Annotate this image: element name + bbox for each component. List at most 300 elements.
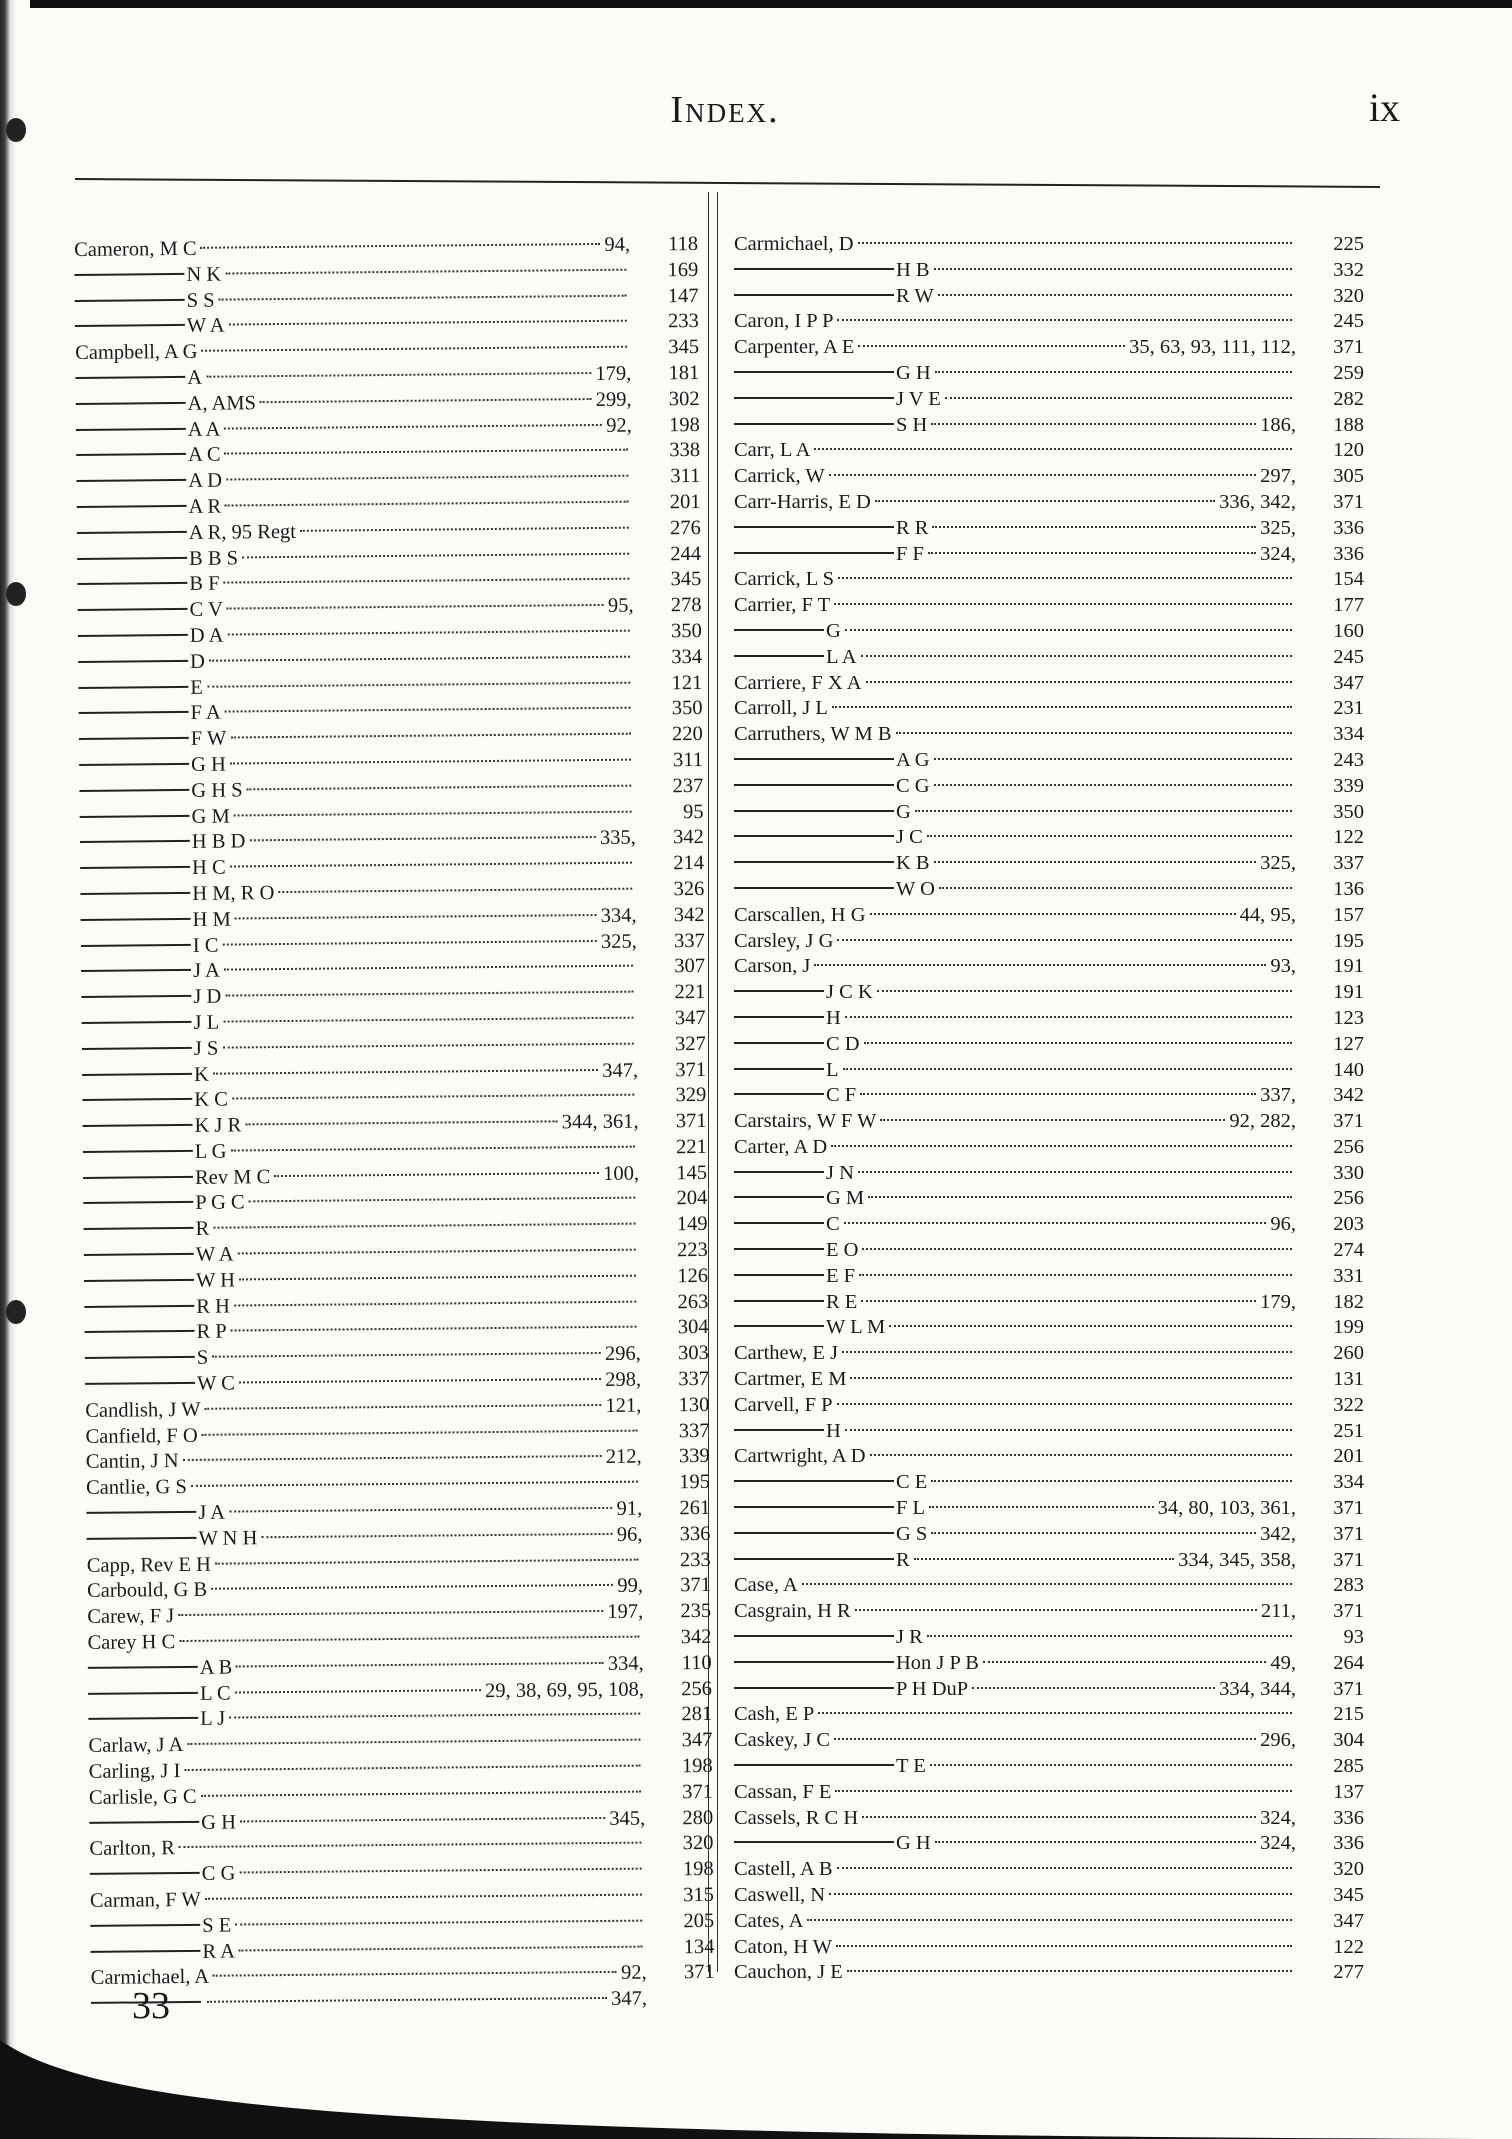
index-entry [734,929,1364,955]
dot-leader [850,1377,1292,1379]
dot-leader [226,475,628,481]
dot-leader [225,449,629,455]
entry-name: F F [896,542,924,565]
index-entry [734,1444,1364,1470]
entry-references: 299, [595,388,632,411]
dot-leader [932,526,1256,528]
ditto-dash [734,423,894,425]
dot-leader [934,784,1292,786]
entry-name: C V [189,598,223,622]
dot-leader [835,1790,1292,1792]
dot-leader [814,964,1266,966]
entry-page-number: 304 [1333,1729,1364,1752]
dot-leader [224,965,633,971]
entry-name: A D [188,469,223,493]
entry-name: L C [199,1682,231,1705]
entry-name: G H [896,361,931,384]
entry-page-number: 160 [1333,619,1364,642]
entry-page-number: 347 [681,1729,713,1752]
entry-name: Carscallen, H G [734,903,866,926]
entry-page-number: 329 [675,1084,707,1107]
entry-references: 197, [607,1600,644,1624]
dot-leader [224,424,602,430]
dot-leader [213,1971,617,1977]
entry-page-number: 274 [1333,1239,1364,1262]
ditto-dash [78,660,188,663]
ditto-dash [82,1072,192,1075]
index-entry [734,1625,1364,1651]
dot-leader [236,1662,604,1668]
dot-leader [858,242,1292,244]
dot-leader [260,398,592,403]
dot-leader [179,1636,639,1642]
entry-name: Cates, A [734,1909,804,1932]
entry-name: Caton, H W [734,1935,833,1958]
ditto-dash [734,1325,824,1327]
ditto-dash [85,1382,195,1385]
ditto-dash [85,1356,195,1359]
entry-page-number: 201 [1333,1445,1364,1468]
entry-references: 334, 344, [1219,1677,1296,1700]
entry-page-number: 191 [1333,981,1364,1004]
entry-page-number: 280 [682,1806,714,1829]
index-entry [734,593,1364,619]
index-entry [734,1573,1364,1599]
index-entry [734,1651,1364,1677]
ditto-dash [734,1068,824,1070]
entry-name: K B [896,852,930,875]
entry-page-number: 263 [677,1290,709,1313]
dot-leader [861,655,1292,657]
index-entry [734,335,1364,361]
entry-references: 325, [600,930,637,953]
dot-leader [843,1068,1292,1070]
entry-page-number: 182 [1333,1290,1364,1313]
index-entry [734,1006,1364,1032]
ditto-dash [734,1480,894,1482]
entry-page-number: 336 [1333,1806,1364,1829]
dot-leader [191,1481,638,1487]
dot-leader [938,294,1292,296]
dot-leader [225,991,633,997]
ditto-dash [734,990,824,992]
entry-page-number: 320 [682,1832,714,1855]
ditto-dash [77,505,187,508]
entry-name: C E [896,1471,928,1494]
index-entry [734,1754,1364,1780]
entry-name: Carman, F W [89,1888,201,1912]
entry-name: R W [896,284,934,307]
entry-name: E O [826,1239,859,1262]
entry-references: 95, [607,594,634,618]
ditto-dash [734,784,894,786]
ditto-dash [79,737,189,740]
ditto-dash [81,969,191,972]
entry-name: Carlton, R [89,1837,176,1861]
ditto-dash [80,814,190,817]
entry-name: W A [195,1243,234,1266]
index-entry [734,1264,1364,1290]
index-entry [734,877,1364,903]
dot-leader [202,1429,638,1435]
entry-page-number: 276 [669,516,701,540]
index-entry [734,825,1364,851]
ditto-dash [81,995,191,998]
entry-page-number: 337 [678,1419,710,1442]
entry-references: 324, [1260,1832,1296,1855]
index-entry [734,1161,1364,1187]
dot-leader [807,1919,1292,1921]
entry-page-number: 371 [680,1574,712,1597]
entry-page-number: 251 [1333,1419,1364,1442]
dot-leader [229,1507,613,1513]
entry-references: 96, [1270,1213,1296,1236]
ditto-dash [734,1171,824,1173]
entry-page-number: 147 [667,284,699,307]
entry-name: Cassan, F E [734,1780,832,1803]
dot-leader [206,372,591,378]
dot-leader [837,319,1292,321]
ditto-dash [734,1274,824,1276]
dot-leader [861,1300,1256,1302]
entry-name: R A [202,1940,236,1963]
ditto-dash [734,1196,824,1198]
index-entry [734,1909,1364,1935]
entry-name: Carr, L A [734,439,811,462]
binding-mark-top [6,118,26,142]
ditto-dash [85,1330,195,1333]
index-entry [734,1393,1364,1419]
dot-leader [213,1223,635,1229]
entry-page-number: 371 [683,1961,715,1984]
ditto-dash [734,294,894,296]
ditto-dash [84,1305,194,1308]
dot-leader [178,1610,603,1616]
entry-name: J N [826,1161,854,1184]
entry-references: 94, [604,233,631,256]
ditto-dash [734,526,894,528]
index-entry [734,619,1364,645]
index-entry [734,361,1364,387]
dot-leader [300,526,629,531]
ditto-dash [734,1042,824,1044]
dot-leader [930,1764,1292,1766]
dot-leader [889,1325,1292,1327]
entry-page-number: 231 [1333,697,1364,720]
dot-leader [834,1738,1256,1740]
entry-name: Carey H C [87,1631,176,1654]
entry-name: A, AMS [187,392,257,415]
entry-page-number: 188 [1333,413,1364,436]
entry-page-number: 350 [670,619,702,643]
entry-name: G M [826,1187,865,1210]
ditto-dash [82,1021,192,1024]
ditto-dash [83,1201,193,1204]
dot-leader [229,320,627,326]
entry-page-number: 199 [1333,1316,1364,1339]
index-entry [734,1186,1364,1212]
header-rule [75,178,1380,188]
entry-references: 99, [617,1575,644,1598]
dot-leader [235,914,597,919]
dot-leader [245,1120,557,1125]
entry-name: Carling, J I [88,1760,181,1783]
dot-leader [855,1609,1257,1611]
entry-references: 347, [610,1987,648,2011]
entry-references: 44, 95, [1239,903,1296,926]
entry-name: Carsley, J G [734,929,834,952]
entry-page-number: 315 [683,1883,715,1907]
dot-leader [227,604,604,610]
entry-name: A G [896,748,930,771]
entry-page-number: 337 [673,929,705,952]
dot-leader [864,1042,1292,1044]
ditto-dash [76,479,186,482]
entry-page-number: 120 [1333,439,1364,462]
entry-name: H M [192,908,231,931]
entry-page-number: 220 [671,723,703,746]
entry-references: 100, [603,1162,640,1185]
binding-mark-lower [6,1300,26,1324]
entry-references: 34, 80, 103, 361, [1157,1497,1296,1520]
entry-name: Carr-Harris, E D [734,490,871,513]
index-entry [734,567,1364,593]
entry-references: 91, [616,1497,643,1520]
page-bottom-curve [0,2040,1512,2139]
dot-leader [838,577,1292,579]
entry-name: J L [193,1011,220,1034]
ditto-dash [90,1872,200,1875]
entry-name: H B D [191,830,246,854]
dot-leader [225,268,626,274]
dot-leader [931,1480,1292,1482]
entry-name: C G [896,774,930,797]
entry-name: B B S [189,546,239,570]
ditto-dash [734,629,824,631]
index-entry [734,516,1364,542]
index-entry [734,1290,1364,1316]
dot-leader [274,1172,599,1177]
ditto-dash [82,1098,192,1101]
entry-page-number: 134 [683,1935,715,1958]
index-entry [734,1083,1364,1109]
index-entry [734,722,1364,748]
dot-leader [837,1403,1292,1405]
dot-leader [239,1868,641,1874]
entry-references: 92, [620,1961,647,1985]
entry-name: A [187,366,203,389]
entry-page-number: 145 [676,1161,708,1184]
dot-leader [875,500,1215,502]
index-entry [734,1677,1364,1703]
dot-leader [235,1919,642,1925]
ditto-dash [77,556,187,559]
ditto-dash [88,1717,198,1720]
dot-leader [249,1197,636,1203]
entry-page-number: 342 [680,1625,712,1649]
entry-name: Cartwright, A D [734,1445,866,1468]
entry-references: 121, [605,1394,642,1417]
ditto-dash [75,299,185,302]
index-entry [734,1058,1364,1084]
dot-leader [278,888,632,893]
entry-name: B F [189,572,220,596]
entry-page-number: 371 [1333,1522,1364,1545]
entry-name: Caron, I P P [734,310,834,333]
entry-name: J V E [896,387,941,410]
binding-mark-middle [6,582,26,606]
ditto-dash [76,402,186,405]
entry-page-number: 221 [674,981,706,1004]
ditto-dash [734,1841,894,1843]
index-entry [734,1883,1364,1909]
dot-leader [249,836,596,841]
ditto-dash [734,268,894,270]
entry-references: 35, 63, 93, 111, 112, [1129,336,1296,359]
entry-name: J S [193,1037,219,1060]
index-entry [734,1806,1364,1832]
index-entry [734,1315,1364,1341]
dot-leader [862,1816,1256,1818]
entry-name: T E [896,1755,926,1778]
ditto-dash [79,711,189,714]
right-index-column [734,232,1364,2012]
dot-leader [818,1712,1292,1714]
entry-name: Rev M C [194,1165,271,1189]
dot-leader [230,759,631,765]
entry-page-number: 285 [1333,1755,1364,1778]
dot-leader [829,1893,1292,1895]
entry-references: 344, 361, [561,1110,639,1134]
entry-name: R P [196,1321,227,1344]
ditto-dash [734,887,894,889]
dot-leader [201,1790,641,1796]
index-entry [734,1599,1364,1625]
entry-page-number: 371 [1333,490,1364,513]
dot-leader [230,733,630,739]
entry-name: Carroll, J L [734,697,828,720]
ditto-dash [77,531,187,534]
ditto-dash [80,866,190,869]
entry-name: G [896,800,911,823]
dot-leader [929,1506,1154,1508]
dot-leader [239,1945,643,1951]
entry-page-number: 337 [678,1368,710,1391]
entry-page-number: 371 [1333,1110,1364,1133]
entry-page-number: 371 [682,1780,714,1804]
index-entry [734,1522,1364,1548]
ditto-dash [84,1279,194,1282]
entry-name: Carrier, F T [734,594,831,617]
ditto-dash [734,1532,894,1534]
entry-name: R H [196,1295,231,1318]
entry-name: L J [200,1708,226,1731]
entry-page-number: 339 [1333,774,1364,797]
page-top-edge [30,0,1512,8]
dot-leader [931,1532,1256,1534]
ditto-dash [734,655,824,657]
entry-references: 93, [1270,955,1296,978]
entry-references: 345, [609,1807,646,1830]
entry-page-number: 243 [1333,748,1364,771]
entry-page-number: 136 [1333,877,1364,900]
entry-page-number: 181 [668,361,700,385]
entry-name: P H DuP [896,1677,969,1700]
entry-name: W L M [826,1316,886,1339]
index-entry [734,748,1364,774]
entry-name: C F [826,1084,857,1107]
index-entry [734,438,1364,464]
entry-page-number: 330 [1333,1161,1364,1184]
entry-name: P G C [195,1191,245,1215]
index-entry [734,954,1364,980]
ditto-dash [734,1222,824,1224]
entry-page-number: 154 [1333,568,1364,591]
entry-page-number: 322 [1333,1393,1364,1416]
ditto-dash [83,1150,193,1153]
entry-page-number: 260 [1333,1342,1364,1365]
entry-references: 29, 38, 69, 95, 108, [485,1678,645,1702]
dot-leader [235,1689,482,1693]
ditto-dash [734,1300,824,1302]
roman-page-number: ix [1368,85,1400,130]
entry-references: 92, [606,414,632,437]
entry-name: F W [190,727,227,751]
dot-leader [230,862,632,868]
dot-leader [866,681,1292,683]
entry-name: N K [186,263,222,286]
entry-references: 325, [1260,852,1296,875]
entry-name: D A [189,624,224,647]
dot-leader [928,552,1256,554]
entry-page-number: 235 [680,1600,712,1623]
dot-leader [227,630,629,636]
ditto-dash [734,397,894,399]
entry-page-number: 137 [1333,1780,1364,1803]
dot-leader [240,1817,605,1823]
dot-leader [829,474,1256,476]
dot-leader [831,1145,1292,1147]
entry-name: Hon J P B [896,1651,979,1674]
entry-page-number: 320 [1333,1858,1364,1881]
dot-leader [834,603,1292,605]
dot-leader [242,552,629,558]
entry-page-number: 122 [1333,826,1364,849]
entry-name: Carmichael, D [734,233,854,255]
entry-page-number: 245 [1333,310,1364,333]
entry-references: 179, [595,362,632,385]
dot-leader [931,423,1256,425]
ditto-dash [88,1666,198,1669]
entry-name: Candlish, J W [85,1398,201,1422]
entry-page-number: 371 [675,1058,707,1081]
ditto-dash [80,840,190,843]
entry-page-number: 93 [1343,1626,1364,1649]
entry-name: Carruthers, W M B [734,723,892,746]
index-entry [734,1419,1364,1445]
ditto-dash [76,453,186,456]
entry-page-number: 157 [1333,903,1364,926]
dot-leader [972,1687,1215,1689]
entry-name: L G [194,1140,227,1163]
dot-leader [201,243,601,249]
ditto-dash [734,1016,824,1018]
entry-references: 211, [1260,1600,1296,1623]
entry-name: Carrick, W [734,465,825,488]
ditto-dash [84,1227,194,1230]
dot-leader [832,706,1292,708]
ditto-dash [76,428,186,431]
